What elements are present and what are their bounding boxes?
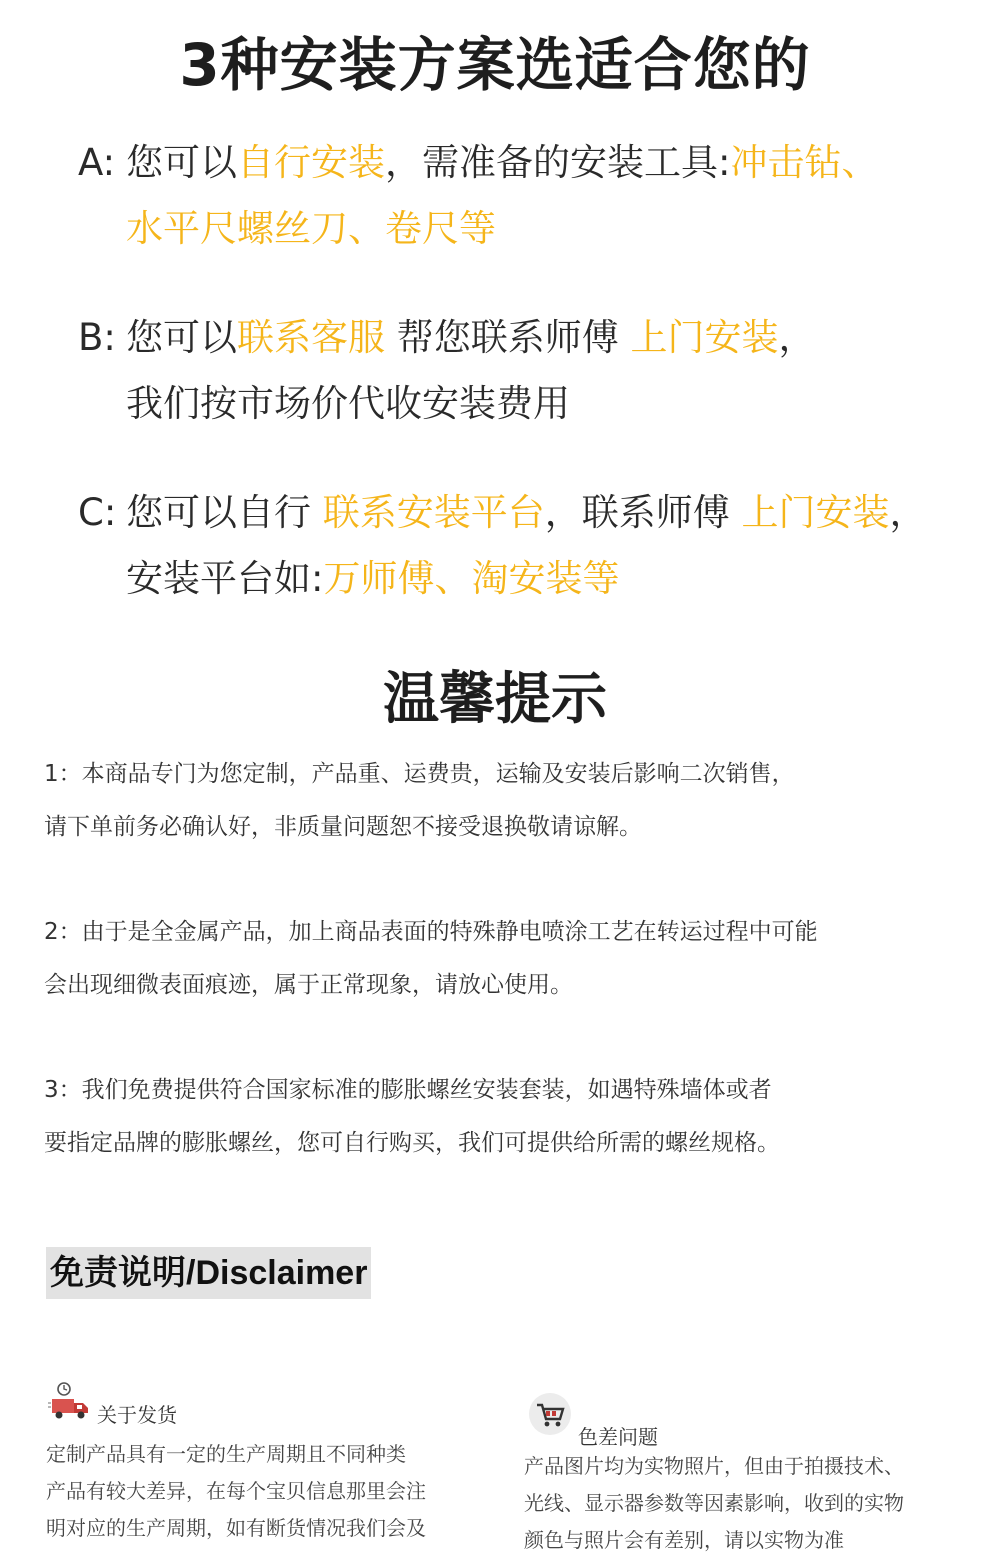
- option-a-line2: [78, 196, 878, 262]
- option-c-text3: ，: [889, 491, 927, 534]
- color-body: [524, 1448, 904, 1559]
- option-c-line2: [78, 546, 927, 612]
- option-a-text2: ，需准备的安装工具:: [385, 141, 731, 184]
- option-a-text1: 您可以: [126, 141, 237, 184]
- tip-3: [44, 1064, 964, 1170]
- option-c-text1: 您可以自行: [126, 491, 323, 534]
- option-b-highlight2: 上门安装: [630, 316, 779, 359]
- shopping-cart-icon: [528, 1392, 572, 1436]
- option-b-text3: ，: [778, 316, 816, 359]
- delivery-truck-icon: [48, 1380, 92, 1424]
- disclaimer-label: 免责说明/Disclaimer: [46, 1247, 371, 1299]
- shipping-line1: 定制产品具有一定的生产周期且不同种类: [46, 1442, 406, 1466]
- tips-title: 温馨提示: [383, 667, 607, 732]
- option-c-highlight1: 联系安装平台: [322, 491, 545, 534]
- tip-1-line1: 1：本商品专门为您定制，产品重、运费贵，运输及安装后影响二次销售，: [44, 761, 795, 787]
- option-c-highlight2: 上门安装: [741, 491, 890, 534]
- option-c-highlight3: 万师傅、淘安装等: [323, 557, 620, 600]
- option-b-letter: B:: [78, 316, 116, 359]
- shipping-line2: 产品有较大差异，在每个宝贝信息那里会注: [46, 1479, 426, 1503]
- shipping-line3: 明对应的生产周期，如有断货情况我们会及: [46, 1516, 426, 1540]
- tip-2: [44, 906, 964, 1012]
- color-line3: 颜色与照片会有差别，请以实物为准: [524, 1528, 844, 1552]
- option-c-line1: [78, 480, 927, 546]
- option-c-letter: C:: [78, 491, 117, 534]
- option-b-line2: 我们按市场价代收安装费用: [126, 382, 570, 425]
- option-c: [78, 480, 927, 612]
- color-line1: 产品图片均为实物照片，但由于拍摄技术、: [524, 1454, 904, 1478]
- option-b-highlight1: 联系客服: [237, 316, 385, 359]
- tip-3-line2: 要指定品牌的膨胀螺丝，您可自行购买，我们可提供给所需的螺丝规格。: [44, 1130, 780, 1156]
- color-title: 色差问题: [578, 1425, 658, 1449]
- shipping-body: [46, 1436, 426, 1547]
- page-title: 3种安装方案选适合您的: [179, 31, 811, 99]
- tip-2-line1: 2：由于是全金属产品，加上商品表面的特殊静电喷涂工艺在转运过程中可能: [44, 919, 818, 945]
- option-b-text2: 帮您联系师傅: [385, 316, 631, 359]
- tip-2-line2: 会出现细微表面痕迹，属于正常现象，请放心使用。: [44, 972, 573, 998]
- option-a-letter: A:: [78, 141, 116, 184]
- option-a-highlight1: 自行安装: [237, 141, 385, 184]
- option-c-text4: 安装平台如:: [126, 557, 324, 600]
- option-a-highlight3: 水平尺螺丝刀、卷尺等: [126, 207, 496, 250]
- option-a-highlight2: 冲击钻、: [730, 141, 879, 184]
- color-line2: 光线、显示器参数等因素影响，收到的实物: [524, 1491, 904, 1515]
- option-b: [78, 305, 816, 437]
- shipping-title: 关于发货: [97, 1403, 177, 1427]
- option-c-text2: ，联系师傅: [544, 491, 742, 534]
- tip-3-line1: 3：我们免费提供符合国家标准的膨胀螺丝安装套装，如遇特殊墙体或者: [44, 1077, 772, 1103]
- option-a-line1: [78, 130, 878, 196]
- option-b-text1: 您可以: [126, 316, 237, 359]
- tip-1-line2: 请下单前务必确认好，非质量问题恕不接受退换敬请谅解。: [44, 814, 642, 840]
- option-a: [78, 130, 878, 262]
- tip-1: [44, 748, 964, 854]
- option-b-line1: [78, 305, 816, 371]
